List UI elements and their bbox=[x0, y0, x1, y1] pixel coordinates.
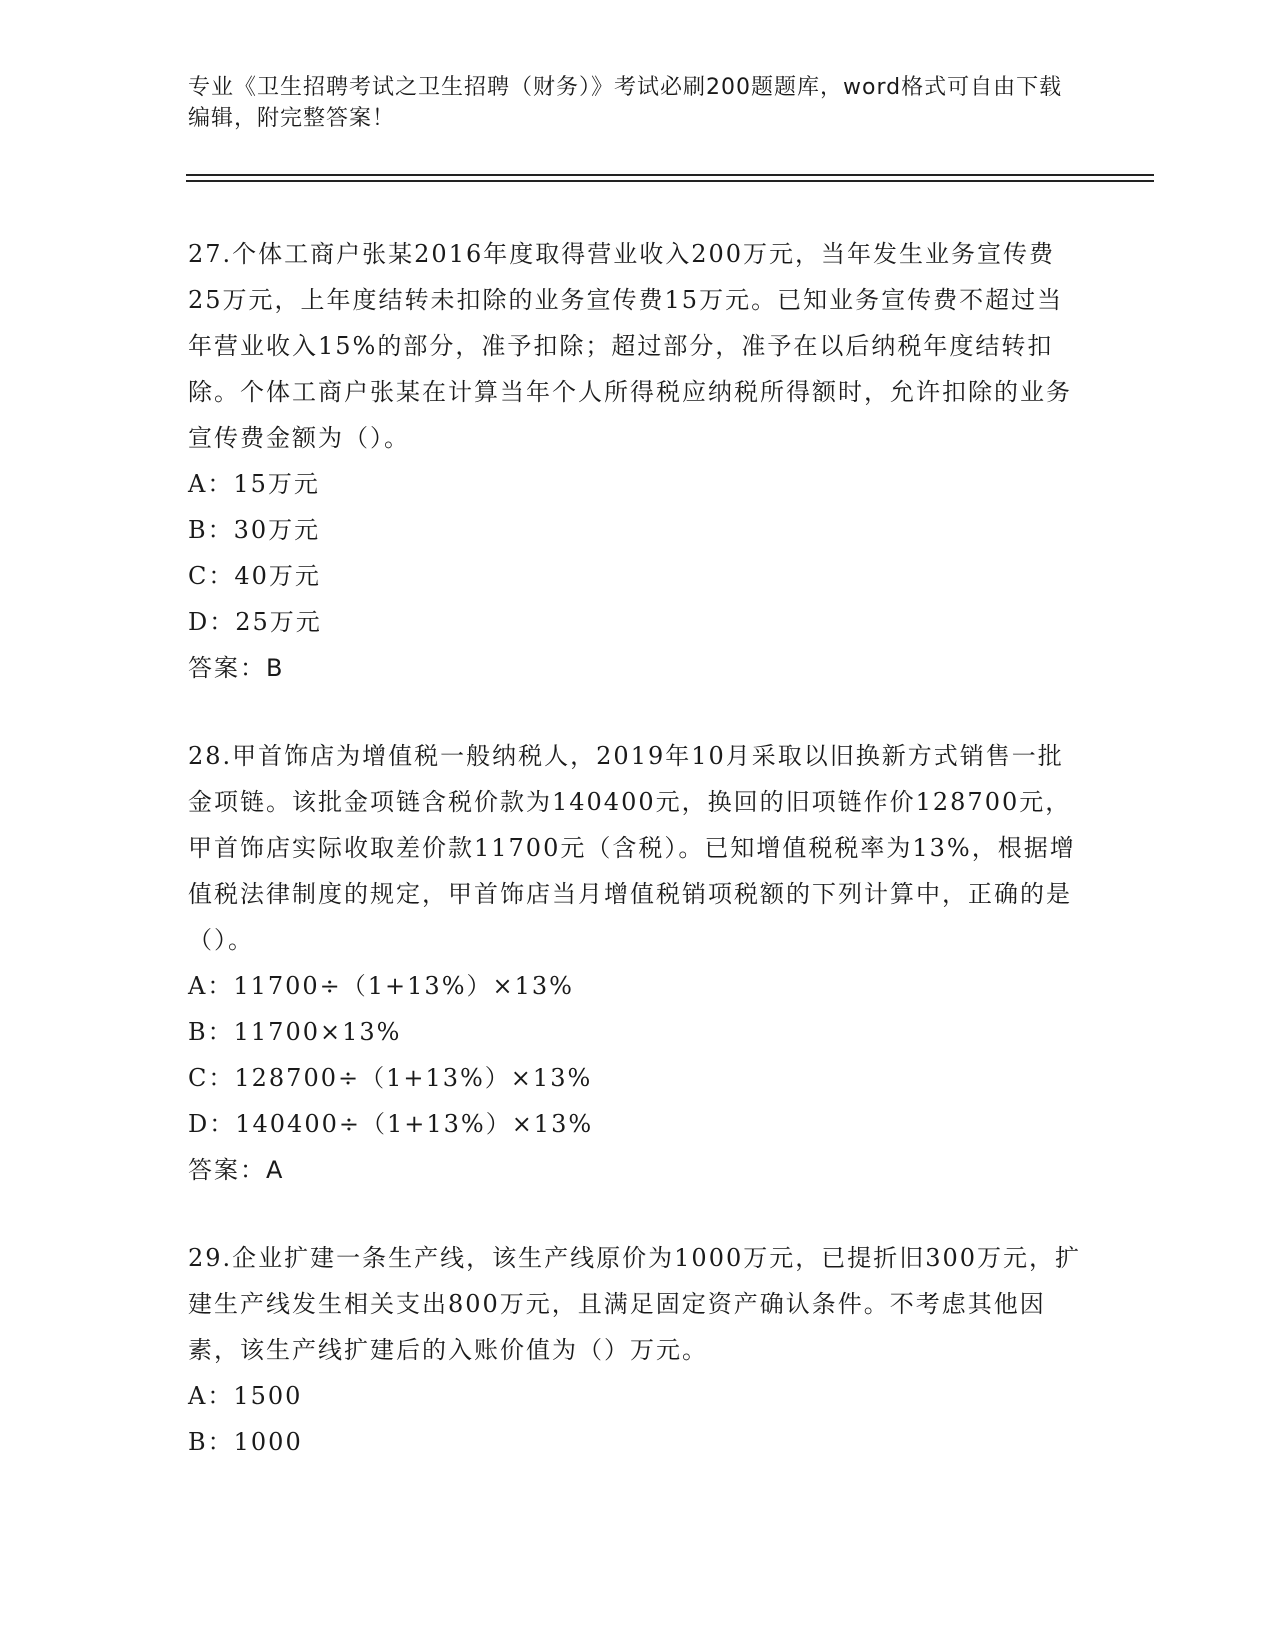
answer-line: 答案：B bbox=[188, 654, 285, 682]
question-27 bbox=[188, 231, 1088, 691]
option-a: A：1500 bbox=[188, 1382, 303, 1410]
question-29 bbox=[188, 1235, 1088, 1465]
option-b: B：11700×13% bbox=[188, 1018, 402, 1046]
question-28 bbox=[188, 733, 1088, 1193]
header-divider-bottom bbox=[186, 180, 1154, 182]
header-divider-top bbox=[186, 174, 1154, 176]
option-c: C：128700÷（1+13%）×13% bbox=[188, 1064, 593, 1092]
option-d: D：25万元 bbox=[188, 608, 322, 636]
option-b: B：30万元 bbox=[188, 516, 321, 544]
option-c: C：40万元 bbox=[188, 562, 321, 590]
document-header: 专业《卫生招聘考试之卫生招聘（财务）》考试必刷200题题库，word格式可自由下载编辑，附完整答案！ bbox=[188, 75, 1063, 131]
question-stem: 29.企业扩建一条生产线，该生产线原价为1000万元，已提折旧300万元，扩建生产线发生相关支出800万元，且满足固定资产确认条件。不考虑其他因素，该生产线扩建后的入账价值为（）万元。 bbox=[188, 1244, 1082, 1364]
question-stem: 27.个体工商户张某2016年度取得营业收入200万元，当年发生业务宣传费25万元，上年度结转未扣除的业务宣传费15万元。已知业务宣传费不超过当年营业收入15%的部分，准予扣除；超过部分，准予在以后纳税年度结转扣除。个体工商户张某在计算当年个人所得税应纳税所得额时，允许扣除的业务宣传费金额为（）。 bbox=[188, 240, 1072, 452]
option-a: A：15万元 bbox=[188, 470, 320, 498]
option-b: B：1000 bbox=[188, 1428, 303, 1456]
answer-line: 答案：A bbox=[188, 1156, 285, 1184]
question-stem: 28.甲首饰店为增值税一般纳税人，2019年10月采取以旧换新方式销售一批金项链。该批金项链含税价款为140400元，换回的旧项链作价128700元，甲首饰店实际收取差价款11700元（含税）。已知增值税税率为13%，根据增值税法律制度的规定，甲首饰店当月增值税销项税额的下列计算中，正确的是（）。 bbox=[188, 742, 1076, 954]
option-a: A：11700÷（1+13%）×13% bbox=[188, 972, 574, 1000]
option-d: D：140400÷（1+13%）×13% bbox=[188, 1110, 594, 1138]
